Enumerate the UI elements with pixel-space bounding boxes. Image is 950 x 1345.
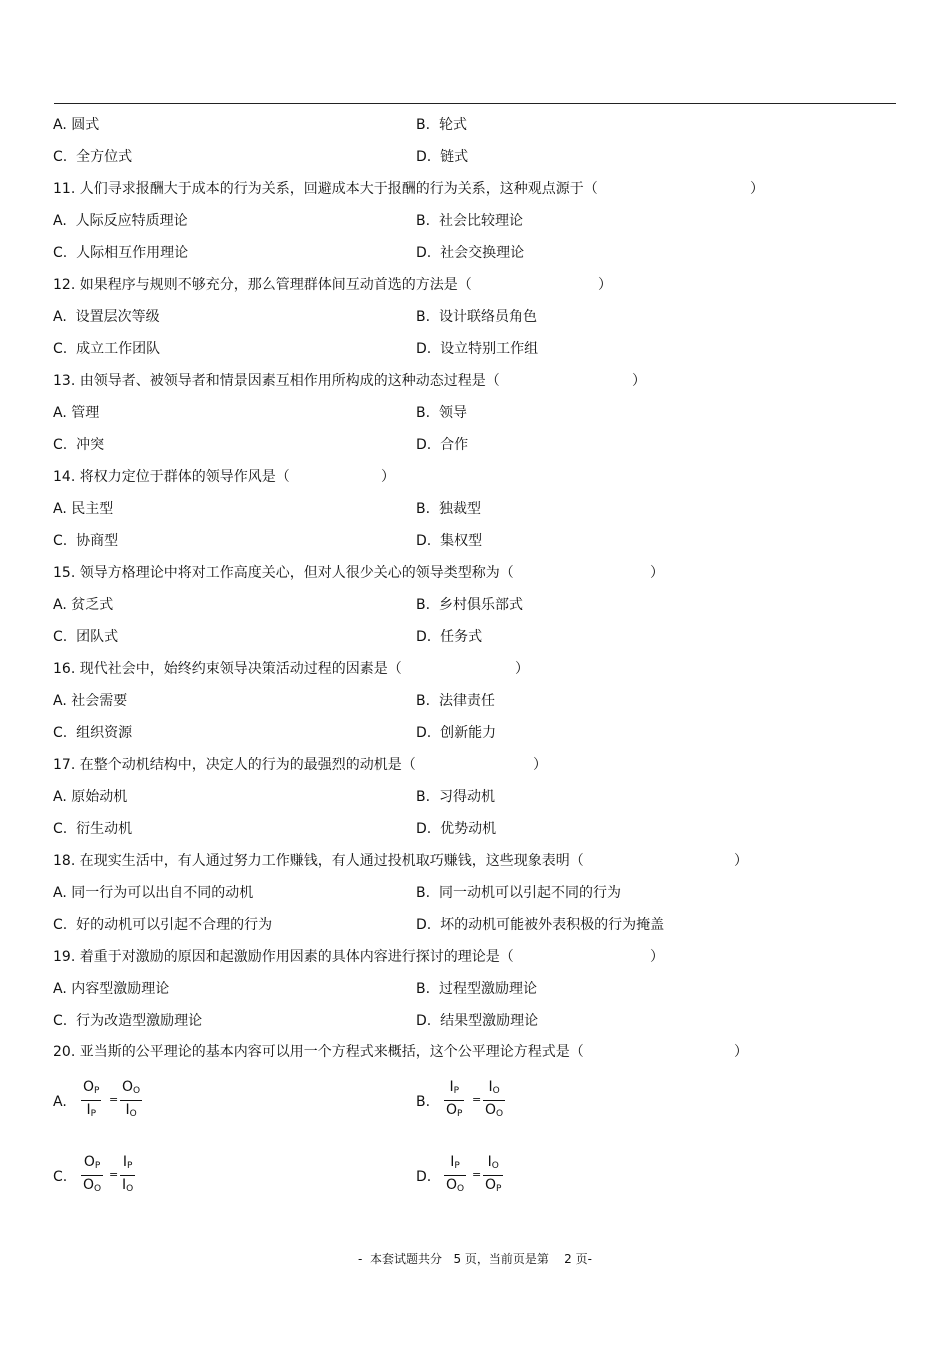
- question-13-stem: 13. 由领导者、被领导者和情景因素互相作用所构成的这种动态过程是（: [53, 373, 500, 389]
- option-a: A. 内容型激励理论: [53, 981, 170, 997]
- option-b: B. 乡村俱乐部式: [416, 597, 523, 613]
- option-b: B. 社会比较理论: [416, 213, 523, 229]
- equals-sign: =: [472, 1168, 482, 1181]
- answer-bracket-close: ）: [650, 565, 664, 581]
- denominator: I: [86, 1102, 91, 1118]
- option-b: B. 习得动机: [416, 789, 495, 805]
- equals-sign: =: [109, 1093, 119, 1106]
- option-b: B. 同一动机可以引起不同的行为: [416, 885, 621, 901]
- option-c: C. 团队式: [53, 629, 119, 645]
- numerator: I: [449, 1079, 454, 1095]
- left-fraction: [81, 1078, 101, 1123]
- denominator-subscript: P: [457, 1109, 463, 1119]
- numerator: I: [450, 1154, 455, 1170]
- numerator-subscript: P: [94, 1086, 100, 1096]
- option-a: A. 人际反应特质理论: [53, 213, 188, 229]
- left-fraction: [81, 1153, 103, 1198]
- numerator-subscript: P: [454, 1161, 460, 1171]
- denominator-subscript: O: [126, 1184, 134, 1194]
- option-d: D. 链式: [416, 149, 469, 165]
- numerator-subscript: P: [94, 1161, 101, 1171]
- numerator: I: [122, 1154, 127, 1170]
- option-b: B. 独裁型: [416, 501, 481, 517]
- right-fraction: [120, 1078, 142, 1123]
- option-d: D. 任务式: [416, 629, 483, 645]
- numerator-subscript: O: [491, 1161, 499, 1171]
- option-label: A.: [53, 1094, 67, 1110]
- option-c: C. 全方位式: [53, 149, 133, 165]
- question-stem-text: 20. 亚当斯的公平理论的基本内容可以用一个方程式来概括，这个公平理论方程式是（: [53, 1044, 584, 1060]
- answer-bracket-close: ）: [734, 853, 748, 869]
- option-label: C.: [53, 1169, 68, 1185]
- denominator-subscript: P: [90, 1109, 97, 1119]
- option-d: D. 结果型激励理论: [416, 1013, 539, 1029]
- option-c: C. 衍生动机: [53, 821, 133, 837]
- option-d: D. 设立特别工作组: [416, 341, 539, 357]
- option-d: D. 集权型: [416, 533, 483, 549]
- answer-bracket-close: ）: [632, 373, 646, 389]
- numerator: O: [122, 1079, 134, 1095]
- option-a: A. 社会需要: [53, 693, 128, 709]
- right-fraction: [483, 1078, 505, 1123]
- answer-bracket-close: ）: [533, 757, 547, 773]
- numerator-subscript: P: [126, 1161, 133, 1171]
- page-footer: - 本套试题共分 5 页，当前页是第 2 页-: [358, 1252, 592, 1266]
- equals-sign: =: [109, 1168, 119, 1181]
- question-14-stem: 14. 将权力定位于群体的领导作风是（: [53, 469, 290, 485]
- answer-bracket-close: ）: [750, 181, 764, 197]
- denominator: I: [122, 1177, 127, 1193]
- denominator: O: [83, 1177, 95, 1193]
- right-fraction: [483, 1153, 503, 1198]
- option-d: D. 创新能力: [416, 725, 497, 741]
- denominator-subscript: O: [129, 1109, 137, 1119]
- answer-bracket-close: ）: [734, 1044, 748, 1060]
- question-15-stem: 15. 领导方格理论中将对工作高度关心，但对人很少关心的领导类型称为（: [53, 565, 514, 581]
- denominator: I: [125, 1102, 130, 1118]
- denominator-subscript: O: [94, 1184, 102, 1194]
- numerator: I: [488, 1079, 493, 1095]
- question-18-stem: 18. 在现实生活中，有人通过努力工作赚钱，有人通过投机取巧赚钱，这些现象表明（: [53, 853, 584, 869]
- question-16-stem: 16. 现代社会中，始终约束领导决策活动过程的因素是（: [53, 661, 402, 677]
- left-fraction: [444, 1153, 466, 1198]
- denominator-subscript: O: [457, 1184, 465, 1194]
- answer-bracket-close: ）: [381, 469, 395, 485]
- question-20-stem: [53, 1042, 584, 1062]
- option-c: C. 冲突: [53, 437, 105, 453]
- denominator-subscript: O: [496, 1109, 504, 1119]
- numerator: O: [83, 1079, 95, 1095]
- right-fraction: [120, 1153, 135, 1198]
- option-c: C. 人际相互作用理论: [53, 245, 189, 261]
- option-b: B. 领导: [416, 405, 467, 421]
- denominator: O: [485, 1177, 497, 1193]
- question-11-stem: 11. 人们寻求报酬大于成本的行为关系，回避成本大于报酬的行为关系，这种观点源于（: [53, 181, 598, 197]
- denominator: O: [485, 1102, 497, 1118]
- option-a: A. 贫乏式: [53, 597, 114, 613]
- option-d: D. 坏的动机可能被外表积极的行为掩盖: [416, 917, 665, 933]
- option-a: A. 同一行为可以出自不同的动机: [53, 885, 254, 901]
- option-c: C. 成立工作团队: [53, 341, 161, 357]
- answer-bracket-close: ）: [598, 277, 612, 293]
- option-c: C. 组织资源: [53, 725, 133, 741]
- option-a: A. 原始动机: [53, 789, 128, 805]
- option-b: B. 轮式: [416, 117, 467, 133]
- option-b: B. 设计联络员角色: [416, 309, 537, 325]
- option-a: A. 圆式: [53, 117, 100, 133]
- option-a: A. 管理: [53, 405, 100, 421]
- option-label: B.: [416, 1094, 431, 1110]
- option-d: D. 合作: [416, 437, 469, 453]
- option-b: B. 法律责任: [416, 693, 495, 709]
- numerator: O: [83, 1154, 95, 1170]
- option-c: C. 协商型: [53, 533, 119, 549]
- option-d: D. 优势动机: [416, 821, 497, 837]
- option-d: D. 社会交换理论: [416, 245, 525, 261]
- numerator-subscript: O: [133, 1086, 141, 1096]
- left-fraction: [444, 1078, 464, 1123]
- option-a: A. 民主型: [53, 501, 114, 517]
- option-b: B. 过程型激励理论: [416, 981, 537, 997]
- option-label: D.: [416, 1169, 432, 1185]
- option-c: C. 好的动机可以引起不合理的行为: [53, 917, 273, 933]
- question-19-stem: 19. 着重于对激励的原因和起激励作用因素的具体内容进行探讨的理论是（: [53, 949, 514, 965]
- equals-sign: =: [472, 1093, 482, 1106]
- question-17-stem: 17. 在整个动机结构中，决定人的行为的最强烈的动机是（: [53, 757, 416, 773]
- option-c: C. 行为改造型激励理论: [53, 1013, 203, 1029]
- question-12-stem: 12. 如果程序与规则不够充分，那么管理群体间互动首选的方法是（: [53, 277, 472, 293]
- numerator-subscript: P: [453, 1086, 460, 1096]
- numerator-subscript: O: [492, 1086, 500, 1096]
- option-a: A. 设置层次等级: [53, 309, 160, 325]
- denominator: O: [446, 1102, 458, 1118]
- denominator-subscript: P: [496, 1184, 502, 1194]
- answer-bracket-close: ）: [515, 661, 529, 677]
- numerator: I: [487, 1154, 492, 1170]
- answer-bracket-close: ）: [650, 949, 664, 965]
- denominator: O: [446, 1177, 458, 1193]
